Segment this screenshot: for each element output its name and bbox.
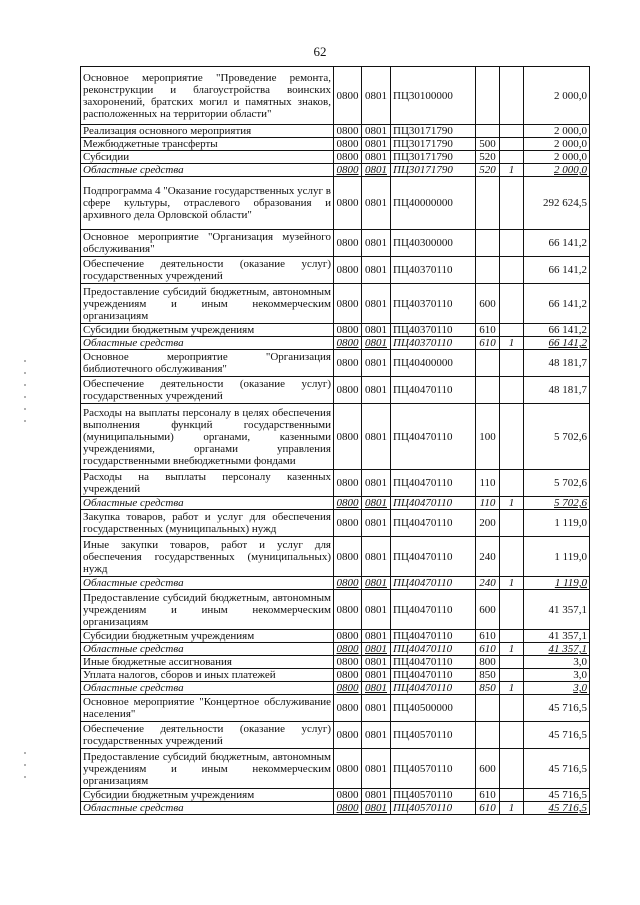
row-amount: 292 624,5 xyxy=(524,177,590,230)
row-subsection: 0801 xyxy=(362,630,391,643)
row-target-article: ПЦ40370110 xyxy=(391,284,476,324)
row-subsection: 0801 xyxy=(362,656,391,669)
row-amount: 66 141,2 xyxy=(524,230,590,257)
row-subsection: 0801 xyxy=(362,789,391,802)
row-section: 0800 xyxy=(334,789,362,802)
row-name: Основное мероприятие "Концертное обслуживание населения" xyxy=(81,695,334,722)
row-expense-type xyxy=(476,67,500,125)
row-target-article: ПЦ40370110 xyxy=(391,257,476,284)
row-subsection: 0801 xyxy=(362,669,391,682)
budget-table xyxy=(80,66,590,815)
scan-margin-marks xyxy=(24,0,28,905)
row-name: Основное мероприятие "Организация музейного обслуживания" xyxy=(81,230,334,257)
table-row xyxy=(81,802,590,815)
row-subsection: 0801 xyxy=(362,337,391,350)
row-subsection: 0801 xyxy=(362,230,391,257)
row-section: 0800 xyxy=(334,324,362,337)
row-expense-type: 600 xyxy=(476,749,500,789)
row-section: 0800 xyxy=(334,643,362,656)
table-row xyxy=(81,337,590,350)
row-target-article: ПЦ40370110 xyxy=(391,324,476,337)
row-name: Субсидии xyxy=(81,151,334,164)
table-row xyxy=(81,67,590,125)
row-funding-source xyxy=(500,590,524,630)
row-section: 0800 xyxy=(334,749,362,789)
row-name: Субсидии бюджетным учреждениям xyxy=(81,324,334,337)
row-expense-type: 110 xyxy=(476,470,500,497)
row-name: Основное мероприятие "Организация библиотечного обслуживания" xyxy=(81,350,334,377)
row-name: Подпрограмма 4 "Оказание государственных услуг в сфере культуры, отраслевого образования и архивного дела Орловской области" xyxy=(81,177,334,230)
row-amount: 5 702,6 xyxy=(524,497,590,510)
table-row xyxy=(81,789,590,802)
row-section: 0800 xyxy=(334,230,362,257)
row-target-article: ПЦ40470110 xyxy=(391,643,476,656)
row-amount: 41 357,1 xyxy=(524,630,590,643)
row-subsection: 0801 xyxy=(362,404,391,470)
row-target-article: ПЦ40470110 xyxy=(391,669,476,682)
table-row xyxy=(81,643,590,656)
row-funding-source xyxy=(500,377,524,404)
table-row xyxy=(81,324,590,337)
budget-table-body xyxy=(81,67,590,815)
row-section: 0800 xyxy=(334,177,362,230)
row-funding-source xyxy=(500,656,524,669)
row-funding-source xyxy=(500,749,524,789)
row-amount: 2 000,0 xyxy=(524,138,590,151)
table-row xyxy=(81,537,590,577)
table-row xyxy=(81,630,590,643)
row-name: Основное мероприятие "Проведение ремонта, реконструкции и благоустройства воинских захоронений, братских могил и памятных знаков, расположенных на территории области" xyxy=(81,67,334,125)
row-expense-type: 200 xyxy=(476,510,500,537)
row-name: Обеспечение деятельности (оказание услуг) государственных учреждений xyxy=(81,257,334,284)
row-funding-source: 1 xyxy=(500,497,524,510)
row-amount: 45 716,5 xyxy=(524,802,590,815)
row-funding-source xyxy=(500,470,524,497)
row-expense-type: 100 xyxy=(476,404,500,470)
row-target-article: ПЦ40470110 xyxy=(391,404,476,470)
row-funding-source xyxy=(500,789,524,802)
page-number: 62 xyxy=(313,44,327,59)
row-expense-type xyxy=(476,350,500,377)
row-subsection: 0801 xyxy=(362,537,391,577)
row-amount: 2 000,0 xyxy=(524,125,590,138)
row-amount: 45 716,5 xyxy=(524,749,590,789)
row-target-article: ПЦ40470110 xyxy=(391,630,476,643)
table-row xyxy=(81,497,590,510)
row-subsection: 0801 xyxy=(362,164,391,177)
row-amount: 5 702,6 xyxy=(524,470,590,497)
row-subsection: 0801 xyxy=(362,284,391,324)
row-section: 0800 xyxy=(334,151,362,164)
row-target-article: ПЦ30171790 xyxy=(391,151,476,164)
row-amount: 66 141,2 xyxy=(524,284,590,324)
row-section: 0800 xyxy=(334,695,362,722)
row-expense-type: 850 xyxy=(476,669,500,682)
row-amount: 3,0 xyxy=(524,682,590,695)
row-target-article: ПЦ40470110 xyxy=(391,377,476,404)
row-target-article: ПЦ40470110 xyxy=(391,577,476,590)
row-funding-source xyxy=(500,404,524,470)
row-name: Иные закупки товаров, работ и услуг для обеспечения государственных (муниципальных) нужд xyxy=(81,537,334,577)
row-subsection: 0801 xyxy=(362,643,391,656)
row-expense-type: 520 xyxy=(476,164,500,177)
row-expense-type: 610 xyxy=(476,789,500,802)
row-expense-type: 240 xyxy=(476,577,500,590)
row-section: 0800 xyxy=(334,164,362,177)
row-target-article: ПЦ40470110 xyxy=(391,470,476,497)
row-target-article: ПЦ40470110 xyxy=(391,510,476,537)
table-row xyxy=(81,749,590,789)
row-funding-source: 1 xyxy=(500,802,524,815)
row-amount: 1 119,0 xyxy=(524,537,590,577)
row-amount: 41 357,1 xyxy=(524,590,590,630)
row-name: Областные средства xyxy=(81,802,334,815)
table-row xyxy=(81,722,590,749)
row-funding-source xyxy=(500,695,524,722)
row-amount: 2 000,0 xyxy=(524,164,590,177)
table-row xyxy=(81,669,590,682)
row-amount: 2 000,0 xyxy=(524,151,590,164)
row-target-article: ПЦ40470110 xyxy=(391,682,476,695)
row-name: Областные средства xyxy=(81,164,334,177)
row-funding-source xyxy=(500,257,524,284)
row-funding-source xyxy=(500,537,524,577)
table-row xyxy=(81,164,590,177)
row-expense-type xyxy=(476,257,500,284)
row-section: 0800 xyxy=(334,510,362,537)
row-section: 0800 xyxy=(334,337,362,350)
row-name: Субсидии бюджетным учреждениям xyxy=(81,789,334,802)
row-section: 0800 xyxy=(334,377,362,404)
row-subsection: 0801 xyxy=(362,138,391,151)
row-subsection: 0801 xyxy=(362,577,391,590)
row-name: Межбюджетные трансферты xyxy=(81,138,334,151)
row-subsection: 0801 xyxy=(362,590,391,630)
table-row xyxy=(81,151,590,164)
row-subsection: 0801 xyxy=(362,682,391,695)
row-section: 0800 xyxy=(334,656,362,669)
row-funding-source: 1 xyxy=(500,643,524,656)
row-name: Предоставление субсидий бюджетным, автономным учреждениям и иным некоммерческим организациям xyxy=(81,749,334,789)
table-row xyxy=(81,177,590,230)
row-amount: 48 181,7 xyxy=(524,377,590,404)
row-subsection: 0801 xyxy=(362,749,391,789)
row-section: 0800 xyxy=(334,497,362,510)
table-row xyxy=(81,284,590,324)
row-expense-type: 610 xyxy=(476,324,500,337)
row-funding-source xyxy=(500,630,524,643)
row-amount: 41 357,1 xyxy=(524,643,590,656)
row-amount: 45 716,5 xyxy=(524,722,590,749)
row-name: Предоставление субсидий бюджетным, автономным учреждениям и иным некоммерческим организациям xyxy=(81,590,334,630)
row-expense-type: 110 xyxy=(476,497,500,510)
row-expense-type: 850 xyxy=(476,682,500,695)
row-target-article: ПЦ40570110 xyxy=(391,749,476,789)
row-name: Областные средства xyxy=(81,337,334,350)
row-expense-type xyxy=(476,230,500,257)
row-target-article: ПЦ30171790 xyxy=(391,164,476,177)
row-name: Расходы на выплаты персоналу казенных учреждений xyxy=(81,470,334,497)
row-amount: 45 716,5 xyxy=(524,695,590,722)
row-section: 0800 xyxy=(334,284,362,324)
row-section: 0800 xyxy=(334,630,362,643)
row-expense-type xyxy=(476,177,500,230)
row-amount: 1 119,0 xyxy=(524,510,590,537)
row-subsection: 0801 xyxy=(362,470,391,497)
row-target-article: ПЦ40570110 xyxy=(391,789,476,802)
table-row xyxy=(81,404,590,470)
row-section: 0800 xyxy=(334,669,362,682)
table-row xyxy=(81,230,590,257)
row-expense-type: 240 xyxy=(476,537,500,577)
row-amount: 3,0 xyxy=(524,656,590,669)
row-subsection: 0801 xyxy=(362,802,391,815)
row-section: 0800 xyxy=(334,125,362,138)
row-subsection: 0801 xyxy=(362,151,391,164)
row-funding-source: 1 xyxy=(500,682,524,695)
row-amount: 3,0 xyxy=(524,669,590,682)
row-target-article: ПЦ40470110 xyxy=(391,656,476,669)
row-amount: 66 141,2 xyxy=(524,324,590,337)
row-expense-type: 610 xyxy=(476,337,500,350)
row-name: Областные средства xyxy=(81,682,334,695)
row-expense-type xyxy=(476,377,500,404)
row-name: Обеспечение деятельности (оказание услуг) государственных учреждений xyxy=(81,722,334,749)
row-name: Уплата налогов, сборов и иных платежей xyxy=(81,669,334,682)
table-row xyxy=(81,470,590,497)
row-amount: 45 716,5 xyxy=(524,789,590,802)
row-section: 0800 xyxy=(334,67,362,125)
row-section: 0800 xyxy=(334,802,362,815)
row-expense-type: 610 xyxy=(476,643,500,656)
row-funding-source: 1 xyxy=(500,164,524,177)
row-target-article: ПЦ40500000 xyxy=(391,695,476,722)
row-subsection: 0801 xyxy=(362,722,391,749)
row-subsection: 0801 xyxy=(362,257,391,284)
row-name: Областные средства xyxy=(81,643,334,656)
table-row xyxy=(81,577,590,590)
row-name: Областные средства xyxy=(81,497,334,510)
table-row xyxy=(81,510,590,537)
row-subsection: 0801 xyxy=(362,67,391,125)
row-target-article: ПЦ40370110 xyxy=(391,337,476,350)
row-expense-type: 610 xyxy=(476,802,500,815)
table-row xyxy=(81,590,590,630)
row-name: Областные средства xyxy=(81,577,334,590)
row-expense-type: 600 xyxy=(476,284,500,324)
row-amount: 48 181,7 xyxy=(524,350,590,377)
row-section: 0800 xyxy=(334,537,362,577)
row-funding-source xyxy=(500,350,524,377)
row-subsection: 0801 xyxy=(362,377,391,404)
row-section: 0800 xyxy=(334,404,362,470)
row-funding-source xyxy=(500,722,524,749)
row-name: Субсидии бюджетным учреждениям xyxy=(81,630,334,643)
row-subsection: 0801 xyxy=(362,497,391,510)
row-funding-source xyxy=(500,510,524,537)
row-funding-source: 1 xyxy=(500,337,524,350)
table-row xyxy=(81,138,590,151)
row-amount: 1 119,0 xyxy=(524,577,590,590)
row-expense-type: 500 xyxy=(476,138,500,151)
table-row xyxy=(81,350,590,377)
table-row xyxy=(81,682,590,695)
row-expense-type xyxy=(476,695,500,722)
row-funding-source xyxy=(500,230,524,257)
row-amount: 66 141,2 xyxy=(524,257,590,284)
row-target-article: ПЦ30171790 xyxy=(391,125,476,138)
row-section: 0800 xyxy=(334,350,362,377)
table-row xyxy=(81,377,590,404)
row-section: 0800 xyxy=(334,590,362,630)
row-amount: 66 141,2 xyxy=(524,337,590,350)
row-funding-source xyxy=(500,138,524,151)
row-subsection: 0801 xyxy=(362,177,391,230)
row-funding-source xyxy=(500,125,524,138)
row-section: 0800 xyxy=(334,682,362,695)
row-subsection: 0801 xyxy=(362,350,391,377)
row-amount: 5 702,6 xyxy=(524,404,590,470)
row-funding-source xyxy=(500,669,524,682)
row-amount: 2 000,0 xyxy=(524,67,590,125)
row-name: Предоставление субсидий бюджетным, автономным учреждениям и иным некоммерческим организациям xyxy=(81,284,334,324)
row-section: 0800 xyxy=(334,722,362,749)
row-section: 0800 xyxy=(334,577,362,590)
row-name: Расходы на выплаты персоналу в целях обеспечения выполнения функций государственными (муниципальными) органами, казенными учреждениями, органами управления государственными внебюджетными фондами xyxy=(81,404,334,470)
table-row xyxy=(81,125,590,138)
row-name: Реализация основного мероприятия xyxy=(81,125,334,138)
row-funding-source xyxy=(500,151,524,164)
row-section: 0800 xyxy=(334,470,362,497)
row-target-article: ПЦ30171790 xyxy=(391,138,476,151)
row-name: Обеспечение деятельности (оказание услуг) государственных учреждений xyxy=(81,377,334,404)
row-expense-type xyxy=(476,125,500,138)
row-expense-type: 600 xyxy=(476,590,500,630)
row-target-article: ПЦ40400000 xyxy=(391,350,476,377)
row-target-article: ПЦ40570110 xyxy=(391,722,476,749)
row-subsection: 0801 xyxy=(362,324,391,337)
row-subsection: 0801 xyxy=(362,695,391,722)
row-expense-type: 520 xyxy=(476,151,500,164)
row-funding-source xyxy=(500,67,524,125)
row-section: 0800 xyxy=(334,257,362,284)
row-section: 0800 xyxy=(334,138,362,151)
row-subsection: 0801 xyxy=(362,125,391,138)
row-funding-source xyxy=(500,324,524,337)
row-funding-source xyxy=(500,284,524,324)
row-target-article: ПЦ40470110 xyxy=(391,537,476,577)
table-row xyxy=(81,257,590,284)
row-target-article: ПЦ30100000 xyxy=(391,67,476,125)
row-funding-source: 1 xyxy=(500,577,524,590)
row-name: Иные бюджетные ассигнования xyxy=(81,656,334,669)
row-subsection: 0801 xyxy=(362,510,391,537)
row-funding-source xyxy=(500,177,524,230)
row-expense-type: 610 xyxy=(476,630,500,643)
row-expense-type: 800 xyxy=(476,656,500,669)
row-target-article: ПЦ40470110 xyxy=(391,497,476,510)
table-row xyxy=(81,695,590,722)
row-target-article: ПЦ40470110 xyxy=(391,590,476,630)
row-target-article: ПЦ40570110 xyxy=(391,802,476,815)
row-target-article: ПЦ40000000 xyxy=(391,177,476,230)
row-target-article: ПЦ40300000 xyxy=(391,230,476,257)
table-row xyxy=(81,656,590,669)
row-expense-type xyxy=(476,722,500,749)
row-name: Закупка товаров, работ и услуг для обеспечения государственных (муниципальных) нужд xyxy=(81,510,334,537)
